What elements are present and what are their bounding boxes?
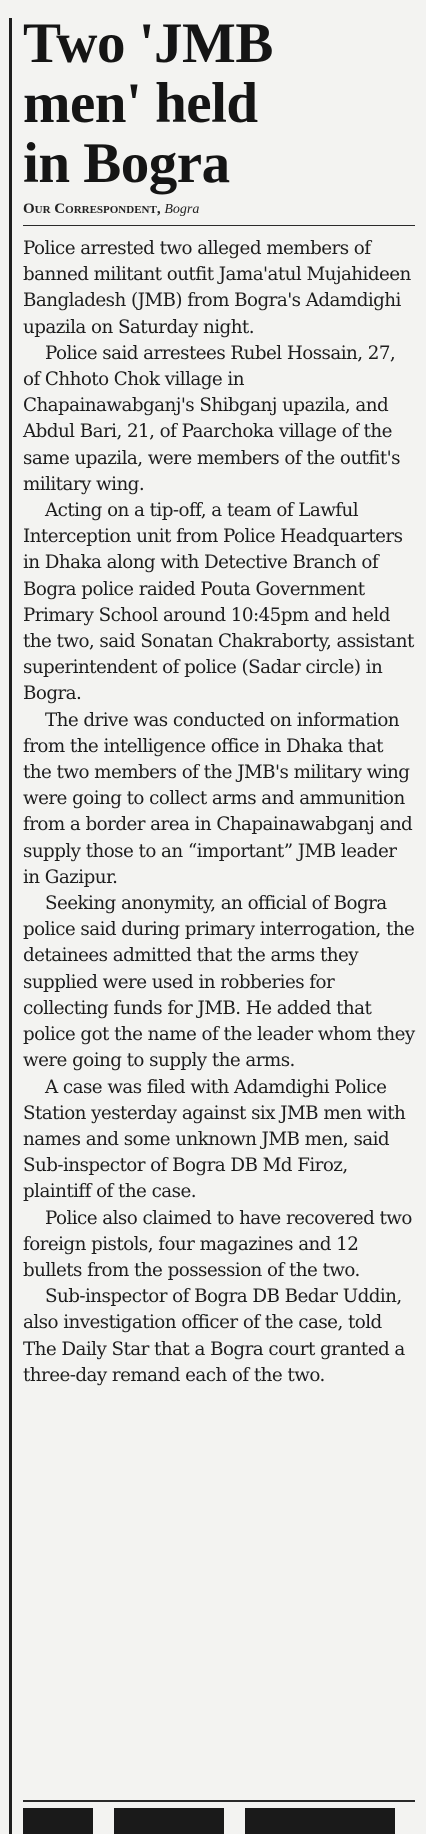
byline-author: Our Correspondent, xyxy=(23,201,161,217)
paragraph-3: Acting on a tip-off, a team of Lawful Interception unit from Police Headquarters in Dhaka along with Detective Branch of Bogra police raided Pouta Government Primary School around 10:45pm and held the two, said Sonatan Chakraborty, assistant superintendent of police (Sadar circle) in Bogra. xyxy=(23,500,414,705)
next-article-headline-fragment xyxy=(23,1808,415,1834)
headline-line-2: men' held xyxy=(23,72,258,135)
paragraph-7: Police also claimed to have recovered two foreign pistols, four magazines and 12 bullets from the possession of the two. xyxy=(23,1207,412,1281)
article-body xyxy=(23,236,415,1389)
article-headline xyxy=(23,14,415,194)
cropped-glyph-block xyxy=(114,1808,224,1834)
paragraph-6: A case was filed with Adamdighi Police Station yesterday against six JMB men with names and some unknown JMB men, said Sub-inspector of Bogra DB Md Firoz, plaintiff of the case. xyxy=(23,1076,406,1203)
section-divider xyxy=(23,1800,415,1802)
byline-place: Bogra xyxy=(164,202,200,217)
column-rule xyxy=(9,18,12,1834)
cropped-glyph-block xyxy=(23,1808,93,1834)
cropped-glyph-block xyxy=(245,1808,395,1834)
paragraph-4: The drive was conducted on information from the intelligence office in Dhaka that the two members of the JMB's military wing were going to collect arms and ammunition from a border area in Chapainawabganj and supply those to an “important” JMB leader in Gazipur. xyxy=(23,709,413,888)
news-article xyxy=(23,14,415,1389)
headline-line-1: Two 'JMB xyxy=(23,12,273,75)
headline-line-3: in Bogra xyxy=(23,132,230,195)
paragraph-8: Sub-inspector of Bogra DB Bedar Uddin, also investigation officer of the case, told The Daily Star that a Bogra court granted a three-day remand each of the two. xyxy=(23,1286,405,1386)
paragraph-2: Police said arrestees Rubel Hossain, 27, of Chhoto Chok village in Chapainawabganj's Shibganj upazila, and Abdul Bari, 21, of Paarchoka village of the same upazila, were members of the outfit's military wing. xyxy=(23,342,400,495)
byline xyxy=(23,201,415,226)
paragraph-1: Police arrested two alleged members of banned militant outfit Jama'atul Mujahideen Bangladesh (JMB) from Bogra's Adamdighi upazila on Saturday night. xyxy=(23,238,411,338)
paragraph-5: Seeking anonymity, an official of Bogra police said during primary interrogation, the detainees admitted that the arms they supplied were used in robberies for collecting funds for JMB. He added that police got the name of the leader whom they were going to supply the arms. xyxy=(23,893,415,1072)
